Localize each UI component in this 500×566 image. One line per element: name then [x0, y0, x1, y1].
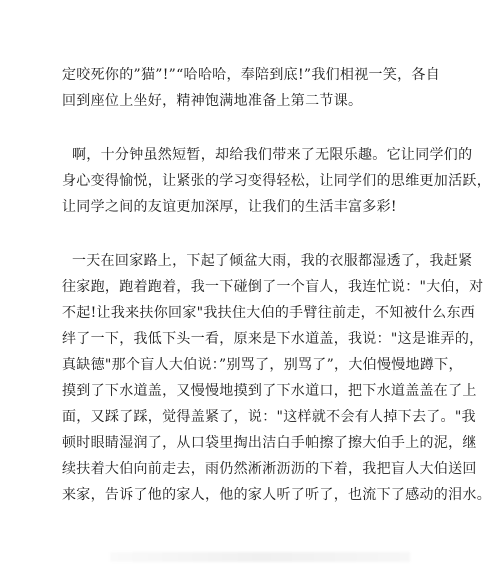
paragraph-2-line-2: 身心变得愉悦，让紧张的学习变得轻松，让同学们的思维更加活跃， — [62, 173, 491, 189]
paragraph-3-line-2: 往家跑，跑着跑着，我一下碰倒了一个盲人，我连忙说："大伯，对 — [62, 279, 484, 295]
paragraph-3-line-8: 顿时眼睛湿润了，从口袋里掏出洁白手帕擦了擦大伯手上的泥，继 — [62, 435, 477, 451]
paragraph-3-line-6: 摸到了下水道盖，又慢慢地摸到了下水道口，把下水道盖盖在了上 — [62, 383, 477, 399]
paragraph-3-line-5: 真缺德"那个盲人大伯说：”别骂了，别骂了”，大伯慢慢地蹲下， — [62, 357, 463, 373]
paragraph-3-line-10: 来家，告诉了他的家人，他的家人听了听了，也流下了感动的泪水。 — [62, 487, 491, 503]
paragraph-3-line-7: 面，又踩了踩，觉得盖紧了，说："这样就不会有人掉下去了。"我 — [62, 409, 476, 425]
paragraph-3-line-4: 绊了一下，我低下头一看，原来是下水道盖，我说："这是谁弄的， — [62, 331, 484, 347]
paragraph-2-line-1: 啊，十分钟虽然短暂，却给我们带来了无限乐趣。它让同学们的 — [72, 147, 473, 163]
paragraph-3-line-3: 不起!让我来扶你回家"我扶住大伯的手臂往前走，不知被什么东西 — [62, 305, 476, 321]
paragraph-1-line-1: 定咬死你的”猫”!”“哈哈哈，奉陪到底!”我们相视一笑，各自 — [62, 67, 441, 83]
page-bottom-shadow — [110, 552, 410, 562]
paragraph-3-line-9: 续扶着大伯向前走去，雨仍然淅淅沥沥的下着，我把盲人大伯送回 — [62, 461, 477, 477]
paragraph-1-line-2: 回到座位上坐好，精神饱满地准备上第二节课。 — [62, 93, 363, 109]
paragraph-2-line-3: 让同学之间的友谊更加深厚，让我们的生活丰富多彩! — [62, 199, 397, 215]
paragraph-3-line-1: 一天在回家路上，下起了倾盆大雨，我的衣服都湿透了，我赶紧 — [72, 253, 473, 269]
